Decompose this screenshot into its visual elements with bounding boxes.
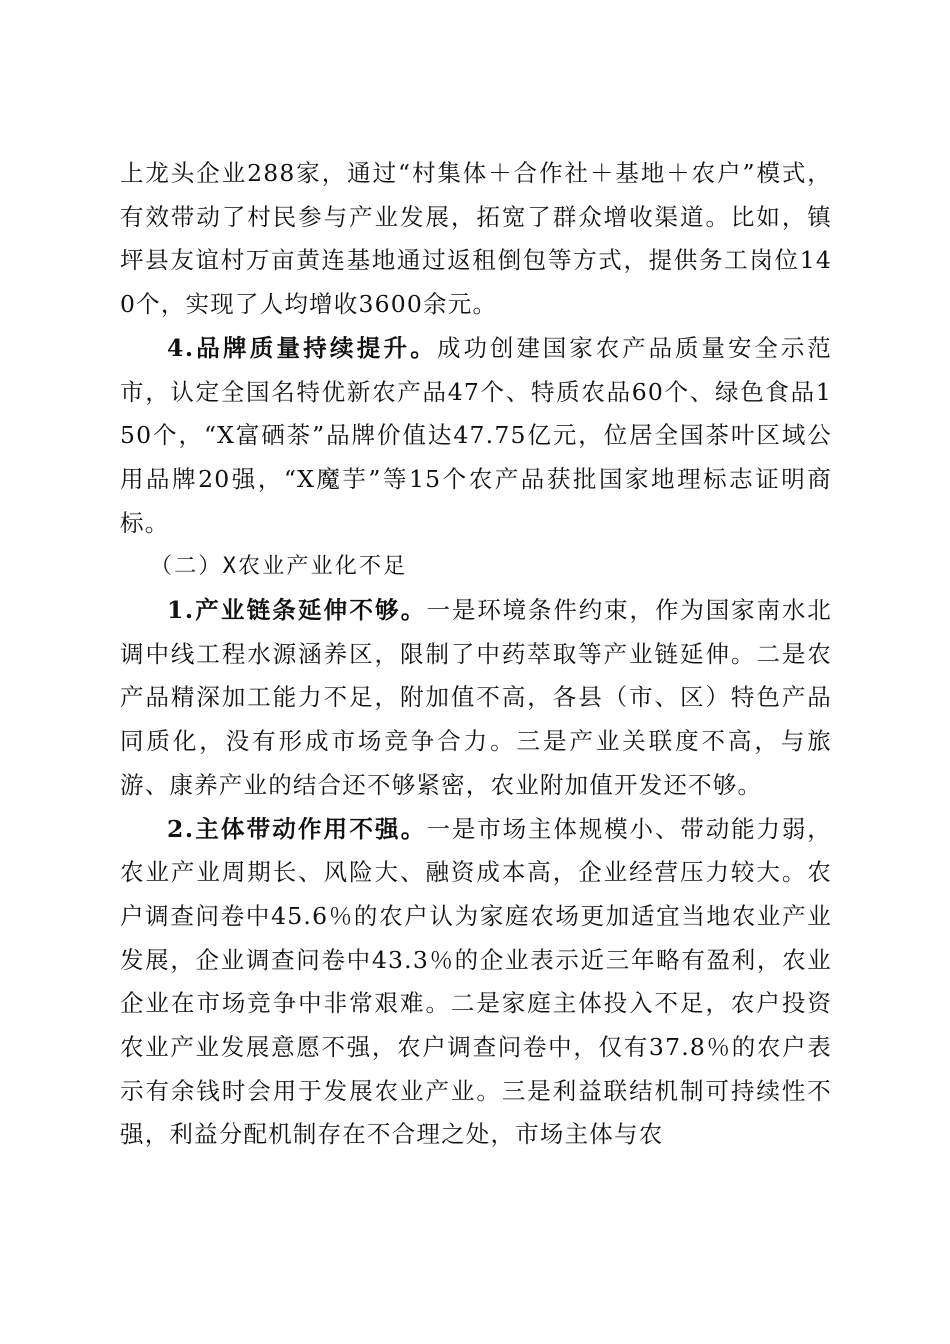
section-heading: （二）X农业产业化不足 [150, 554, 408, 580]
paragraph-body-industry-chain: 一是环境条件约束，作为国家南水北调中线工程水源涵养区，限制了中药萃取等产业链延伸。二是农产品精深加工能力不足，附加值不高，各县（市、区）特色产品同质化，没有形成市场竞争合力。三是产业关联度不高，与旅游、康养产业的结合还不够紧密，农业附加值开发还不够。 [120, 596, 832, 799]
paragraph-body-brand-quality: 成功创建国家农产品质量安全示范市，认定全国名特优新农产品47个、特质农品60个、绿色食品150个，“X富硒茶”品牌价值达47.75亿元，位居全国茶叶区域公用品牌20强，“X魔芋”等15个农产品获批国家地理标志证明商标。 [120, 333, 832, 537]
document-page [120, 152, 832, 1157]
paragraph-continued: 上龙头企业288家，通过“村集体＋合作社＋基地＋农户”模式，有效带动了村民参与产业发展，拓宽了群众增收渠道。比如，镇坪县友谊村万亩黄连基地通过返租倒包等方式，提供务工岗位140个，实现了人均增收3600余元。 [120, 159, 832, 319]
paragraph-brand-quality [120, 327, 832, 546]
paragraph-heading-market-subject: 2.主体带动作用不强。 [167, 814, 427, 843]
paragraph-industry-chain [120, 589, 832, 808]
paragraph-body-market-subject: 一是市场主体规模小、带动能力弱，农业产业周期长、风险大、融资成本高，企业经营压力较大。农户调查问卷中45.6％的农户认为家庭农场更加适宜当地农业产业发展，企业调查问卷中43.3％的企业表示近三年略有盈利，农业企业在市场竞争中非常艰难。二是家庭主体投入不足，农户投资农业产业发展意愿不强，农户调查问卷中，仅有37.8％的农户表示有余钱时会用于发展农业产业。三是利益联结机制可持续性不强，利益分配机制存在不合理之处，市场主体与农 [120, 814, 832, 1149]
paragraph-market-subject [120, 808, 832, 1158]
paragraph-heading-industry-chain: 1.产业链条延伸不够。 [167, 596, 427, 625]
paragraph-heading-brand-quality: 4.品牌质量持续提升。 [167, 333, 438, 362]
